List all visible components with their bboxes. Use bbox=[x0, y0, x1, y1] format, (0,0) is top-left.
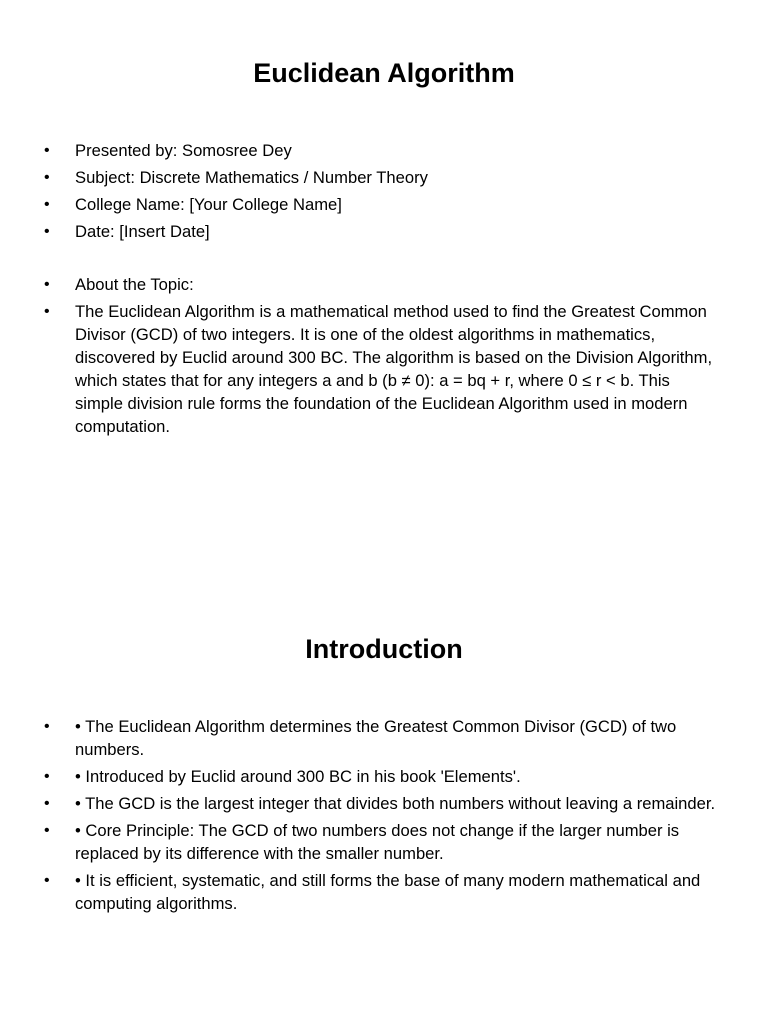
bullet-dot-icon: • bbox=[44, 303, 50, 320]
info-bullet-list bbox=[0, 139, 768, 438]
intro-bullet-list bbox=[0, 715, 768, 915]
bullet-text: The Euclidean Algorithm is a mathematical method used to find the Greatest Common Divisor (GCD) of two integers. It is one of the oldest algorithms in mathematics, discovered by Euclid around 300 BC. The algorithm is based on the Division Algorithm, which states that for any integers a and b (b ≠ 0): a = bq + r, where 0 ≤ r < b. This simple division rule forms the foundation of the Euclidean Algorithm used in modern computation. bbox=[75, 302, 713, 436]
bullet-dot-icon: • bbox=[44, 223, 50, 240]
bullet-dot-icon: • bbox=[44, 768, 50, 785]
bullet-subject bbox=[0, 166, 768, 189]
bullet-text: • The Euclidean Algorithm determines the Greatest Common Divisor (GCD) of two numbers. bbox=[75, 717, 677, 759]
bullet-dot-icon: • bbox=[44, 142, 50, 159]
bullet-date bbox=[0, 220, 768, 243]
slide-title: Introduction bbox=[305, 634, 463, 664]
slide-title: Euclidean Algorithm bbox=[253, 58, 515, 88]
bullet-core-principle bbox=[0, 819, 768, 865]
bullet-text: • Core Principle: The GCD of two numbers does not change if the larger number is replaced by its difference with the smaller number. bbox=[75, 821, 680, 863]
bullet-euclid-history bbox=[0, 765, 768, 788]
bullet-dot-icon: • bbox=[44, 795, 50, 812]
bullet-presenter bbox=[0, 139, 768, 162]
bullet-gcd-meaning bbox=[0, 792, 768, 815]
bullet-text: Date: [Insert Date] bbox=[75, 222, 210, 241]
bullet-text: Subject: Discrete Mathematics / Number Theory bbox=[75, 168, 428, 187]
slide-introduction bbox=[0, 512, 768, 1024]
bullet-about-heading bbox=[0, 273, 768, 296]
bullet-dot-icon: • bbox=[44, 718, 50, 735]
bullet-college bbox=[0, 193, 768, 216]
bullet-gcd-definition bbox=[0, 715, 768, 761]
bullet-dot-icon: • bbox=[44, 822, 50, 839]
bullet-text: • It is efficient, systematic, and still forms the base of many modern mathematical and computing algorithms. bbox=[75, 871, 701, 913]
bullet-text: Presented by: Somosree Dey bbox=[75, 141, 292, 160]
bullet-dot-icon: • bbox=[44, 276, 50, 293]
bullet-dot-icon: • bbox=[44, 196, 50, 213]
bullet-text: College Name: [Your College Name] bbox=[75, 195, 342, 214]
bullet-dot-icon: • bbox=[44, 169, 50, 186]
bullet-dot-icon: • bbox=[44, 872, 50, 889]
bullet-efficiency bbox=[0, 869, 768, 915]
bullet-about-paragraph bbox=[0, 300, 768, 438]
bullet-text: • The GCD is the largest integer that divides both numbers without leaving a remainder. bbox=[75, 794, 716, 813]
bullet-text: • Introduced by Euclid around 300 BC in his book 'Elements'. bbox=[75, 767, 521, 786]
bullet-text: About the Topic: bbox=[75, 275, 194, 294]
